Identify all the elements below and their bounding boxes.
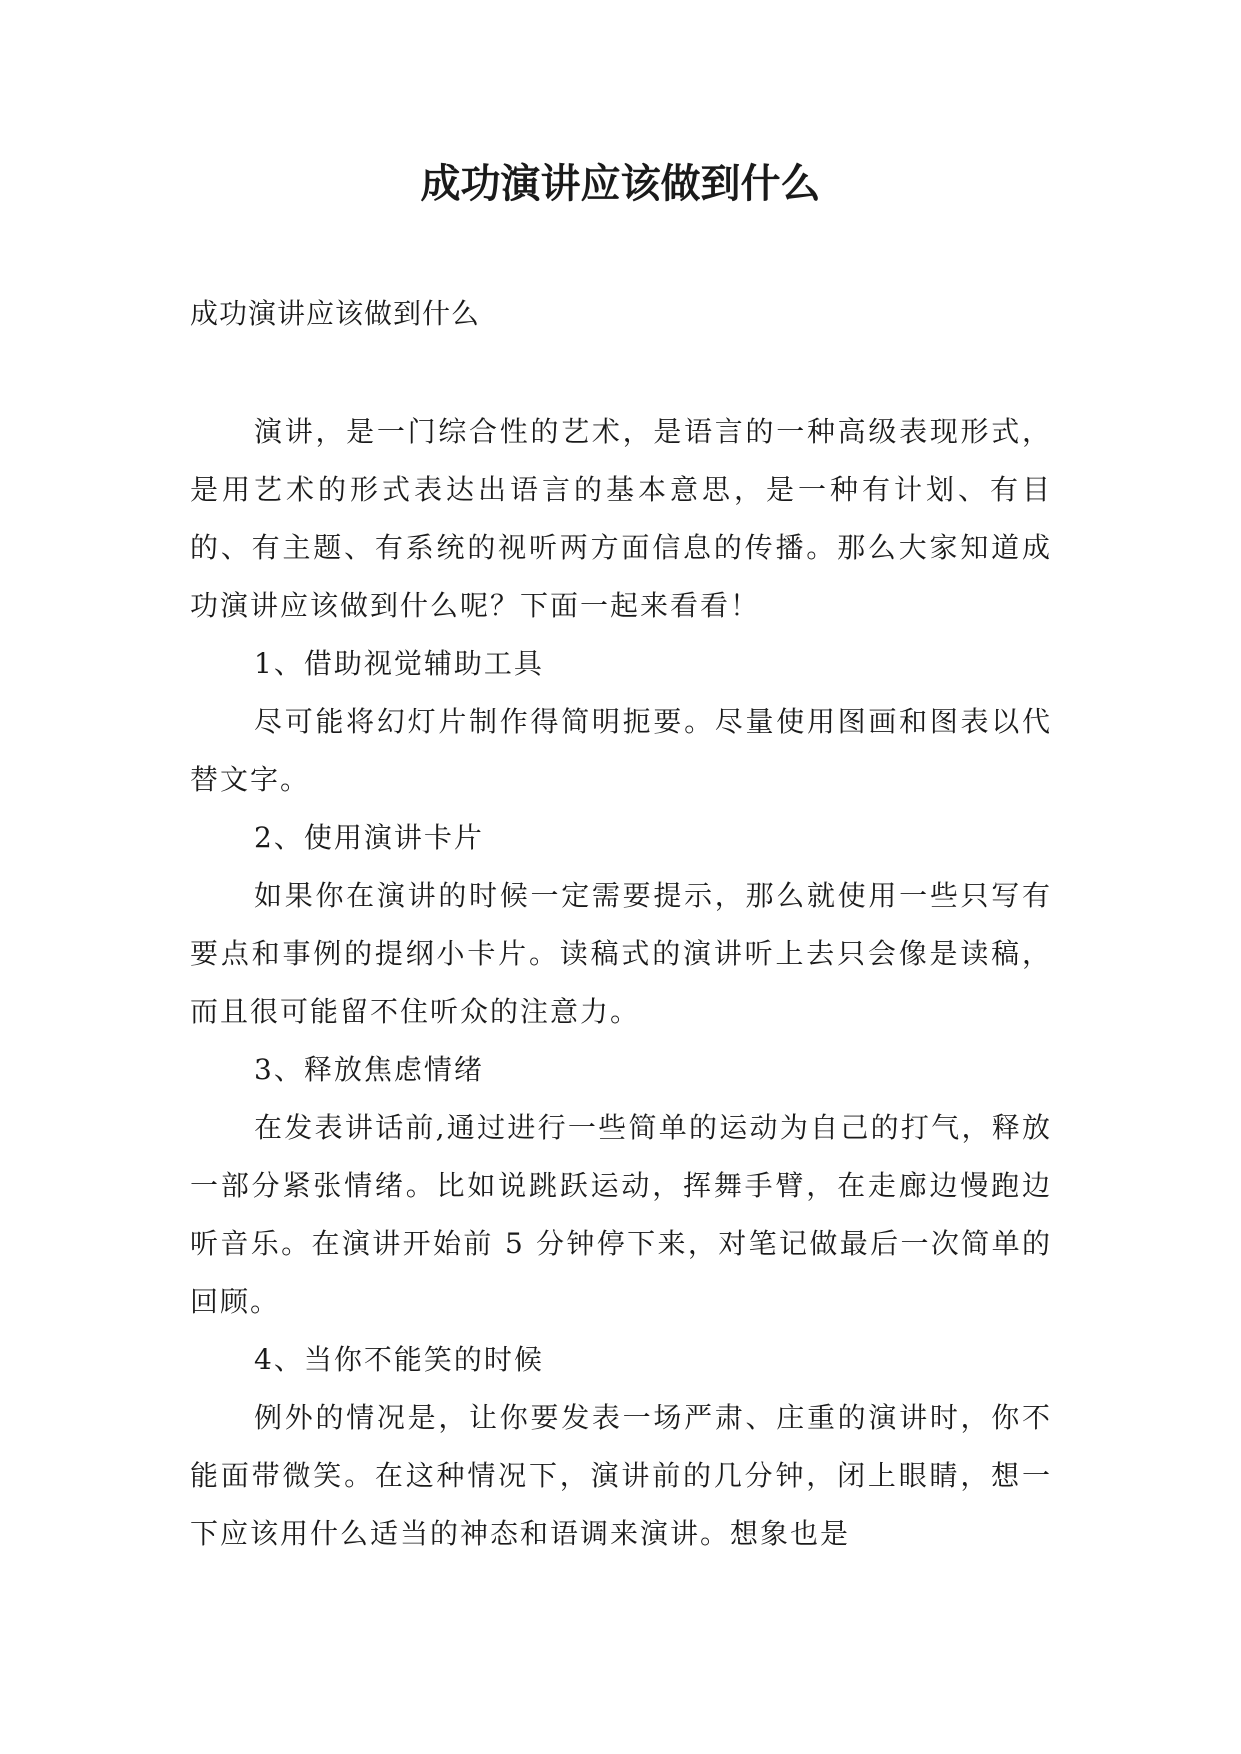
body-paragraph: 在发表讲话前,通过进行一些简单的运动为自己的打气，释放一部分紧张情绪。比如说跳跃运动，挥舞手臂，在走廊边慢跑边听音乐。在演讲开始前 5 分钟停下来，对笔记做最后一次简单的回顾。 [190,1111,1052,1318]
document-title: 成功演讲应该做到什么 [420,161,821,207]
section-heading: 4、当你不能笑的时候 [254,1343,544,1376]
body-paragraph: 例外的情况是，让你要发表一场严肃、庄重的演讲时，你不能面带微笑。在这种情况下，演讲前的几分钟，闭上眼睛，想一下应该用什么适当的神态和语调来演讲。想象也是 [190,1401,1052,1550]
document-body [190,403,1052,1563]
section-heading: 2、使用演讲卡片 [254,821,484,854]
body-paragraph: 尽可能将幻灯片制作得简明扼要。尽量使用图画和图表以代替文字。 [190,705,1052,796]
intro-paragraph: 演讲，是一门综合性的艺术，是语言的一种高级表现形式，是用艺术的形式表达出语言的基本意思，是一种有计划、有目的、有主题、有系统的视听两方面信息的传播。那么大家知道成功演讲应该做到什么呢？下面一起来看看！ [190,415,1052,622]
section-heading: 3、释放焦虑情绪 [254,1053,484,1086]
section-heading: 1、借助视觉辅助工具 [254,647,544,680]
document-subtitle: 成功演讲应该做到什么 [190,297,481,330]
body-paragraph: 如果你在演讲的时候一定需要提示，那么就使用一些只写有要点和事例的提纲小卡片。读稿式的演讲听上去只会像是读稿，而且很可能留不住听众的注意力。 [190,879,1052,1028]
